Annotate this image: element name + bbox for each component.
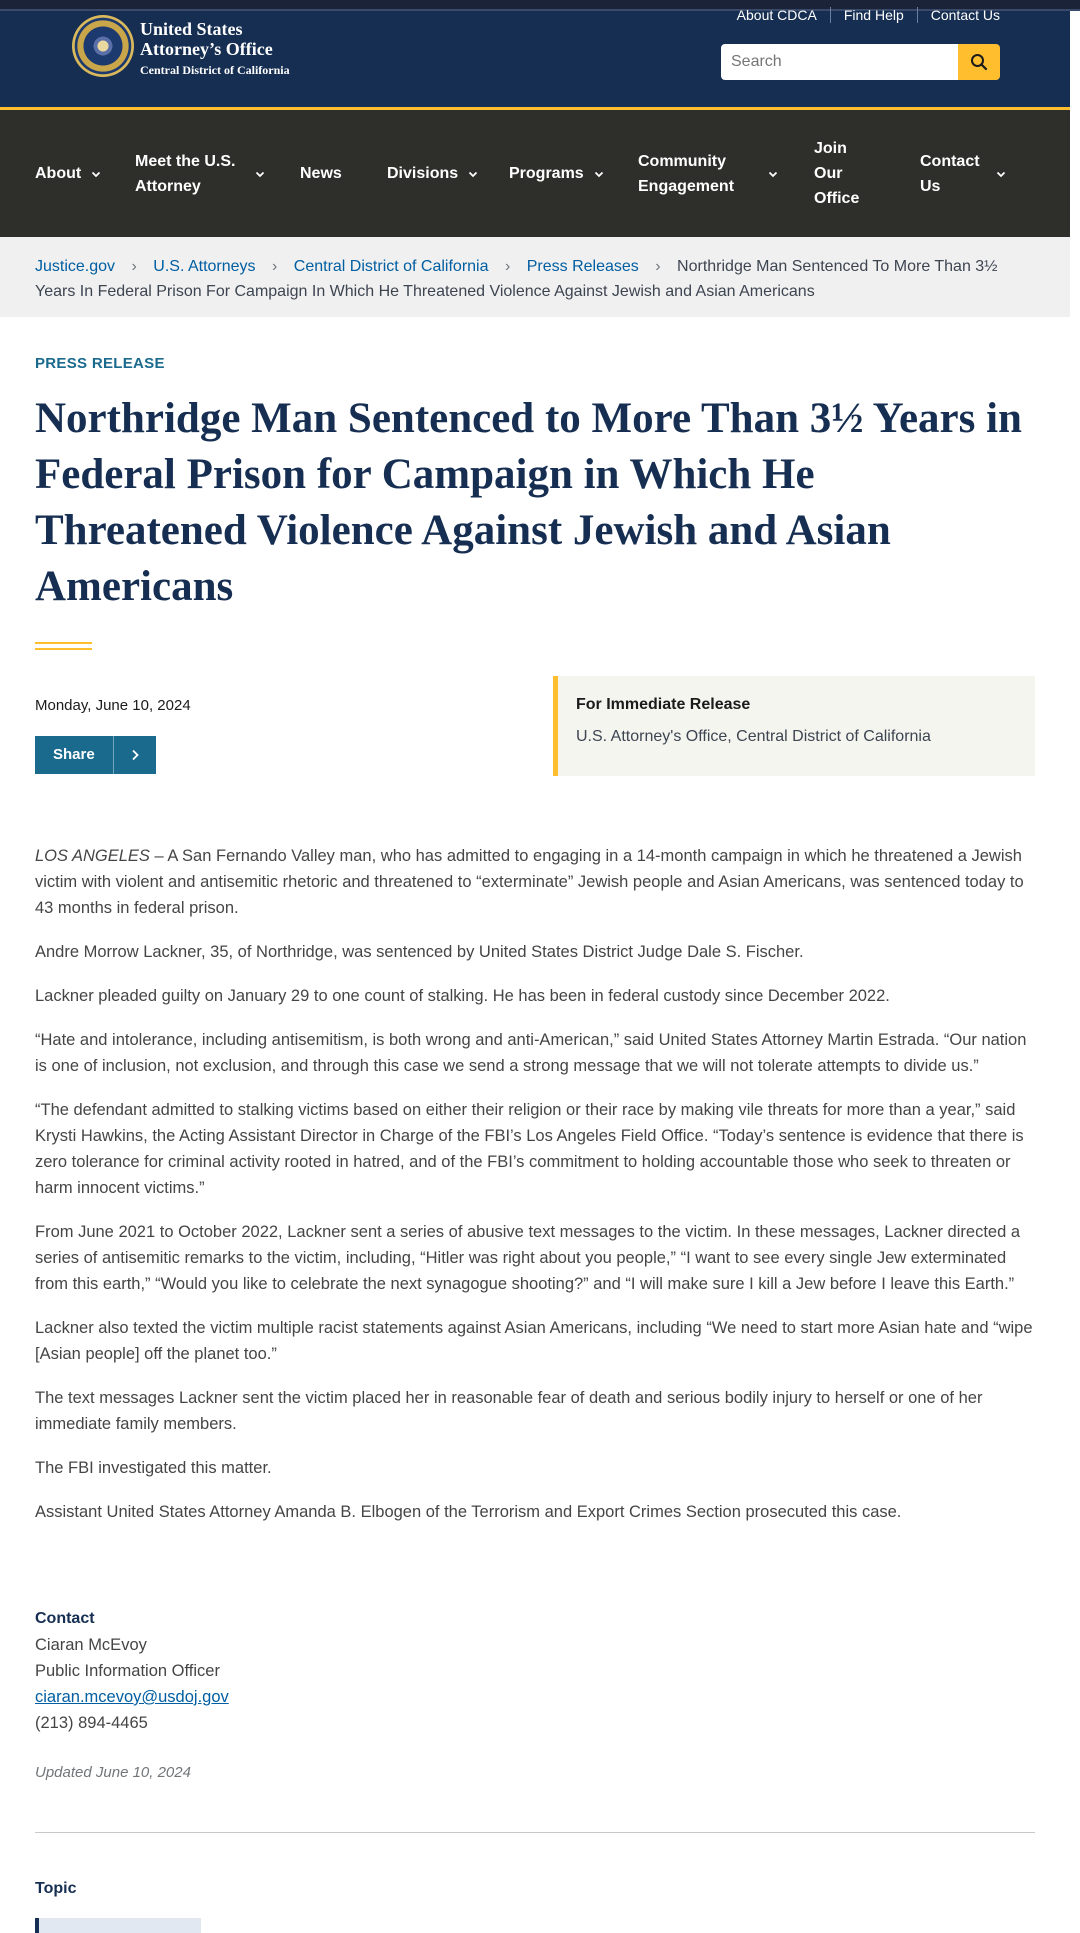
body-paragraph: The text messages Lackner sent the victim placed her in reasonable fear of death and serious bodily injury to herself or one of her immediate family members. — [35, 1389, 983, 1433]
breadcrumb-justice-gov[interactable]: Justice.gov — [35, 258, 116, 275]
utility-links — [724, 7, 1000, 23]
nav-label: News — [300, 165, 342, 182]
nav-label: Meet the U.S. Attorney — [135, 152, 236, 195]
site-brand[interactable] — [140, 19, 290, 79]
breadcrumb — [0, 237, 1070, 317]
contact-email-link[interactable]: ciaran.mcevoy@usdoj.gov — [35, 1688, 229, 1706]
body-paragraph: Lackner also texted the victim multiple racist statements against Asian Americans, including “We need to start more Asian hate and “wipe [Asian people] off the planet too.” — [35, 1319, 1033, 1363]
body-paragraph — [35, 843, 1035, 921]
brand-line-2: Attorney’s Office — [140, 39, 273, 59]
topic-tag[interactable] — [35, 1918, 201, 1933]
contact-name: Ciaran McEvoy — [35, 1636, 147, 1654]
link-about-cdca[interactable]: About CDCA — [724, 7, 831, 23]
chevron-down-icon — [91, 169, 101, 179]
body-paragraph: “The defendant admitted to stalking victims based on either their religion or their race by making vile threats for more than a year,” said Krysti Hawkins, the Acting Assistant Director in Charge of the FBI’s Los Angeles Field Office. “Today’s sentence is evidence that there is zero tolerance for criminal activity rooted in hatred, and of the FBI’s commitment to holding accountable those who seek to threaten or harm innocent victims.” — [35, 1101, 1024, 1197]
chevron-right-icon: › — [272, 258, 278, 275]
chevron-right-icon: › — [131, 258, 137, 275]
nav-community-engagement[interactable] — [638, 149, 814, 199]
link-find-help[interactable]: Find Help — [831, 7, 918, 23]
nav-label: Contact Us — [920, 152, 980, 195]
release-office: U.S. Attorney's Office, Central District of California — [576, 728, 931, 745]
chevron-right-icon: › — [655, 258, 661, 275]
breadcrumb-central-district[interactable]: Central District of California — [293, 258, 489, 275]
body-paragraph: The FBI investigated this matter. — [35, 1459, 272, 1477]
body-paragraph: From June 2021 to October 2022, Lackner sent a series of abusive text messages to the victim. In these messages, Lackner directed a series of antisemitic remarks to the victim, including, “Hitler was right about you people,” “I want to see every single Jew exterminated from this earth,” “Would you like to celebrate the next synagogue shooting?” and “I will make sure I kill a Jew before I leave this Earth.” — [35, 1223, 1021, 1293]
breadcrumb-current: Northridge Man Sentenced To More Than 3½ Years In Federal Prison For Campaign In Which He Threatened Violence Against Jewish and Asian Americans — [35, 258, 998, 300]
release-info-box — [553, 676, 1035, 776]
article-body — [35, 843, 1035, 1543]
dateline: LOS ANGELES — [35, 847, 150, 865]
brand-line-3: Central District of California — [140, 63, 290, 77]
nav-about[interactable] — [35, 161, 135, 186]
link-contact-us[interactable]: Contact Us — [930, 7, 1000, 23]
nav-divisions[interactable] — [387, 161, 509, 186]
nav-label: Community Engagement — [638, 152, 735, 195]
nav-join-office[interactable] — [814, 136, 920, 211]
doj-seal-icon[interactable] — [72, 15, 134, 77]
nav-news[interactable] — [300, 161, 387, 186]
share-button[interactable] — [35, 736, 156, 774]
search-form — [721, 44, 1000, 80]
share-label: Share — [35, 736, 114, 774]
chevron-right-icon: › — [504, 258, 511, 275]
nav-programs[interactable] — [509, 161, 638, 186]
brand-line-1: United States — [140, 19, 243, 39]
body-paragraph: Andre Morrow Lackner, 35, of Northridge, was sentenced by United States District Judge Dale S. Fischer. — [35, 943, 804, 961]
body-paragraph: Lackner pleaded guilty on January 29 to one count of stalking. He has been in federal custody since December 2022. — [35, 987, 890, 1005]
contact-block — [35, 1606, 229, 1736]
nav-label: Join Our Office — [814, 140, 860, 207]
title-divider — [35, 642, 92, 650]
updated-date: Updated June 10, 2024 — [35, 1764, 191, 1781]
search-button[interactable] — [958, 44, 1000, 80]
lead-text: – A San Fernando Valley man, who has admitted to engaging in a 14-month campaign in which he threatened a Jewish victim with violent and antisemitic rhetoric and threatened to “exterminate” Jewish people and Asian Americans, was sentenced today to 43 months in federal prison. — [35, 847, 1024, 917]
content-type-label: PRESS RELEASE — [35, 355, 165, 372]
chevron-down-icon — [594, 169, 604, 179]
main-nav — [0, 110, 1070, 237]
release-title: For Immediate Release — [576, 696, 751, 713]
topic-heading: Topic — [35, 1880, 77, 1897]
body-paragraph: Assistant United States Attorney Amanda B. Elbogen of the Terrorism and Export Crimes Section prosecuted this case. — [35, 1503, 902, 1521]
section-divider — [35, 1832, 1035, 1833]
contact-phone: (213) 894-4465 — [35, 1714, 148, 1732]
nav-meet-attorney[interactable] — [135, 149, 300, 199]
search-input[interactable] — [721, 44, 958, 80]
nav-label: About — [35, 165, 82, 182]
chevron-down-icon — [468, 169, 478, 179]
breadcrumb-us-attorneys[interactable]: U.S. Attorneys — [153, 258, 256, 275]
nav-label: Divisions — [387, 165, 459, 182]
page-title: Northridge Man Sentenced to More Than 3½ Years in Federal Prison for Campaign in Which He Threatened Violence Against Jewish and Asian Americans — [35, 395, 1022, 610]
nav-contact-us[interactable] — [920, 149, 1010, 199]
contact-role: Public Information Officer — [35, 1662, 220, 1680]
nav-label: Programs — [509, 165, 584, 182]
contact-heading: Contact — [35, 1610, 95, 1627]
chevron-down-icon — [255, 169, 265, 179]
site-header — [0, 7, 1070, 110]
publish-date: Monday, June 10, 2024 — [35, 697, 191, 714]
search-icon — [970, 53, 988, 71]
breadcrumb-press-releases[interactable]: Press Releases — [526, 258, 639, 275]
body-paragraph: “Hate and intolerance, including antisemitism, is both wrong and anti-American,” said United States Attorney Martin Estrada. “Our nation is one of inclusion, not exclusion, and through this case we send a strong message that we will not tolerate attempts to divide us.” — [35, 1031, 1027, 1075]
chevron-down-icon — [768, 169, 778, 179]
chevron-right-icon — [114, 749, 156, 761]
chevron-down-icon — [996, 169, 1006, 179]
